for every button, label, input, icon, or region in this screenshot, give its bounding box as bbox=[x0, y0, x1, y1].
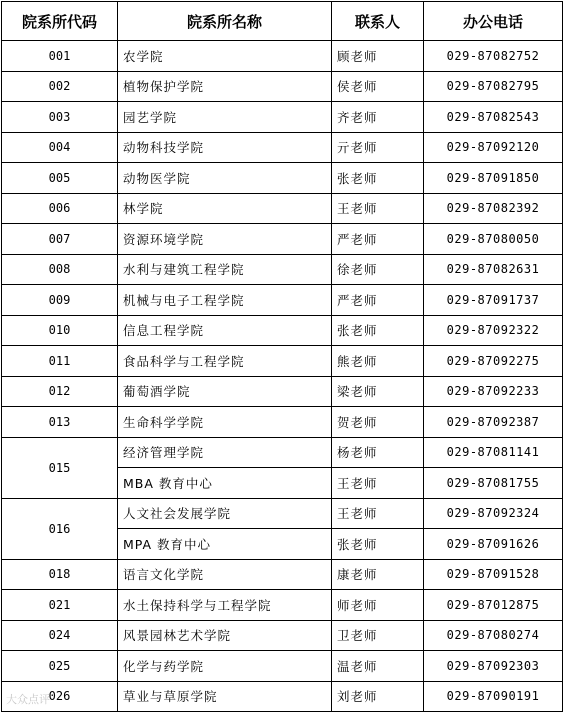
row-phone: 029-87092120 bbox=[424, 132, 563, 163]
row-code: 012 bbox=[2, 376, 118, 407]
row-contact: 杨老师 bbox=[332, 437, 424, 468]
row-contact: 侯老师 bbox=[332, 71, 424, 102]
row-phone: 029-87012875 bbox=[424, 590, 563, 621]
table-row bbox=[2, 590, 563, 621]
row-phone: 029-87082543 bbox=[424, 102, 563, 133]
row-phone: 029-87092322 bbox=[424, 315, 563, 346]
row-code: 001 bbox=[2, 41, 118, 72]
header-name: 院系所名称 bbox=[118, 2, 332, 41]
row-name: 人文社会发展学院 bbox=[118, 498, 332, 529]
row-name: 风景园林艺术学院 bbox=[118, 620, 332, 651]
row-contact: 熊老师 bbox=[332, 346, 424, 377]
row-name: 机械与电子工程学院 bbox=[118, 285, 332, 316]
row-code: 007 bbox=[2, 224, 118, 255]
table-row bbox=[2, 437, 563, 468]
row-name: 草业与草原学院 bbox=[118, 681, 332, 712]
header-code: 院系所代码 bbox=[2, 2, 118, 41]
row-code: 018 bbox=[2, 559, 118, 590]
table-row bbox=[2, 681, 563, 712]
row-name: 资源环境学院 bbox=[118, 224, 332, 255]
row-name: 水土保持科学与工程学院 bbox=[118, 590, 332, 621]
row-phone: 029-87090191 bbox=[424, 681, 563, 712]
table-row bbox=[2, 41, 563, 72]
row-name: 水利与建筑工程学院 bbox=[118, 254, 332, 285]
row-code: 002 bbox=[2, 71, 118, 102]
row-phone: 029-87092324 bbox=[424, 498, 563, 529]
row-name: 经济管理学院 bbox=[118, 437, 332, 468]
row-phone: 029-87091737 bbox=[424, 285, 563, 316]
row-contact: 张老师 bbox=[332, 163, 424, 194]
table-row bbox=[2, 498, 563, 529]
row-code: 021 bbox=[2, 590, 118, 621]
header-row bbox=[2, 2, 563, 41]
row-code: 005 bbox=[2, 163, 118, 194]
row-phone: 029-87082795 bbox=[424, 71, 563, 102]
row-name: 生命科学学院 bbox=[118, 407, 332, 438]
row-phone: 029-87081141 bbox=[424, 437, 563, 468]
row-contact: 刘老师 bbox=[332, 681, 424, 712]
row-code: 013 bbox=[2, 407, 118, 438]
row-contact: 顾老师 bbox=[332, 41, 424, 72]
header-contact: 联系人 bbox=[332, 2, 424, 41]
row-name: 语言文化学院 bbox=[118, 559, 332, 590]
row-contact: 张老师 bbox=[332, 315, 424, 346]
row-contact: 王老师 bbox=[332, 193, 424, 224]
table-row bbox=[2, 193, 563, 224]
row-name: MBA 教育中心 bbox=[118, 468, 332, 499]
row-name: 农学院 bbox=[118, 41, 332, 72]
header-phone: 办公电话 bbox=[424, 2, 563, 41]
row-contact: 卫老师 bbox=[332, 620, 424, 651]
row-phone: 029-87081755 bbox=[424, 468, 563, 499]
row-name: 园艺学院 bbox=[118, 102, 332, 133]
table-row bbox=[2, 407, 563, 438]
table-row bbox=[2, 163, 563, 194]
row-contact: 温老师 bbox=[332, 651, 424, 682]
row-code: 015 bbox=[2, 437, 118, 498]
row-code: 009 bbox=[2, 285, 118, 316]
row-contact: 师老师 bbox=[332, 590, 424, 621]
table-row bbox=[2, 651, 563, 682]
table-row bbox=[2, 376, 563, 407]
row-contact: 王老师 bbox=[332, 468, 424, 499]
row-contact: 梁老师 bbox=[332, 376, 424, 407]
table-row bbox=[2, 254, 563, 285]
row-contact: 康老师 bbox=[332, 559, 424, 590]
table-row bbox=[2, 102, 563, 133]
table-row bbox=[2, 224, 563, 255]
row-contact: 张老师 bbox=[332, 529, 424, 560]
row-contact: 亓老师 bbox=[332, 132, 424, 163]
row-name: 信息工程学院 bbox=[118, 315, 332, 346]
row-name: MPA 教育中心 bbox=[118, 529, 332, 560]
row-name: 植物保护学院 bbox=[118, 71, 332, 102]
row-name: 化学与药学院 bbox=[118, 651, 332, 682]
row-code: 016 bbox=[2, 498, 118, 559]
row-code: 010 bbox=[2, 315, 118, 346]
row-code: 003 bbox=[2, 102, 118, 133]
contact-table bbox=[1, 1, 563, 712]
row-name: 林学院 bbox=[118, 193, 332, 224]
row-phone: 029-87092387 bbox=[424, 407, 563, 438]
table-row bbox=[2, 285, 563, 316]
row-name: 食品科学与工程学院 bbox=[118, 346, 332, 377]
row-phone: 029-87080274 bbox=[424, 620, 563, 651]
table-row bbox=[2, 315, 563, 346]
table-row bbox=[2, 71, 563, 102]
row-code: 025 bbox=[2, 651, 118, 682]
row-phone: 029-87091626 bbox=[424, 529, 563, 560]
row-name: 动物科技学院 bbox=[118, 132, 332, 163]
row-phone: 029-87092275 bbox=[424, 346, 563, 377]
table-row bbox=[2, 559, 563, 590]
row-contact: 严老师 bbox=[332, 224, 424, 255]
table-row bbox=[2, 132, 563, 163]
table-row bbox=[2, 346, 563, 377]
row-name: 葡萄酒学院 bbox=[118, 376, 332, 407]
row-phone: 029-87082392 bbox=[424, 193, 563, 224]
row-code: 004 bbox=[2, 132, 118, 163]
row-phone: 029-87091528 bbox=[424, 559, 563, 590]
row-contact: 严老师 bbox=[332, 285, 424, 316]
table-row bbox=[2, 620, 563, 651]
row-phone: 029-87092233 bbox=[424, 376, 563, 407]
row-code: 006 bbox=[2, 193, 118, 224]
row-phone: 029-87092303 bbox=[424, 651, 563, 682]
watermark: 大众点评 bbox=[6, 693, 50, 706]
row-contact: 王老师 bbox=[332, 498, 424, 529]
row-contact: 齐老师 bbox=[332, 102, 424, 133]
row-contact: 贺老师 bbox=[332, 407, 424, 438]
row-code: 011 bbox=[2, 346, 118, 377]
row-contact: 徐老师 bbox=[332, 254, 424, 285]
row-code: 024 bbox=[2, 620, 118, 651]
row-name: 动物医学院 bbox=[118, 163, 332, 194]
row-phone: 029-87082752 bbox=[424, 41, 563, 72]
row-code: 008 bbox=[2, 254, 118, 285]
row-code: 026 bbox=[2, 681, 118, 712]
row-phone: 029-87091850 bbox=[424, 163, 563, 194]
row-phone: 029-87080050 bbox=[424, 224, 563, 255]
row-phone: 029-87082631 bbox=[424, 254, 563, 285]
